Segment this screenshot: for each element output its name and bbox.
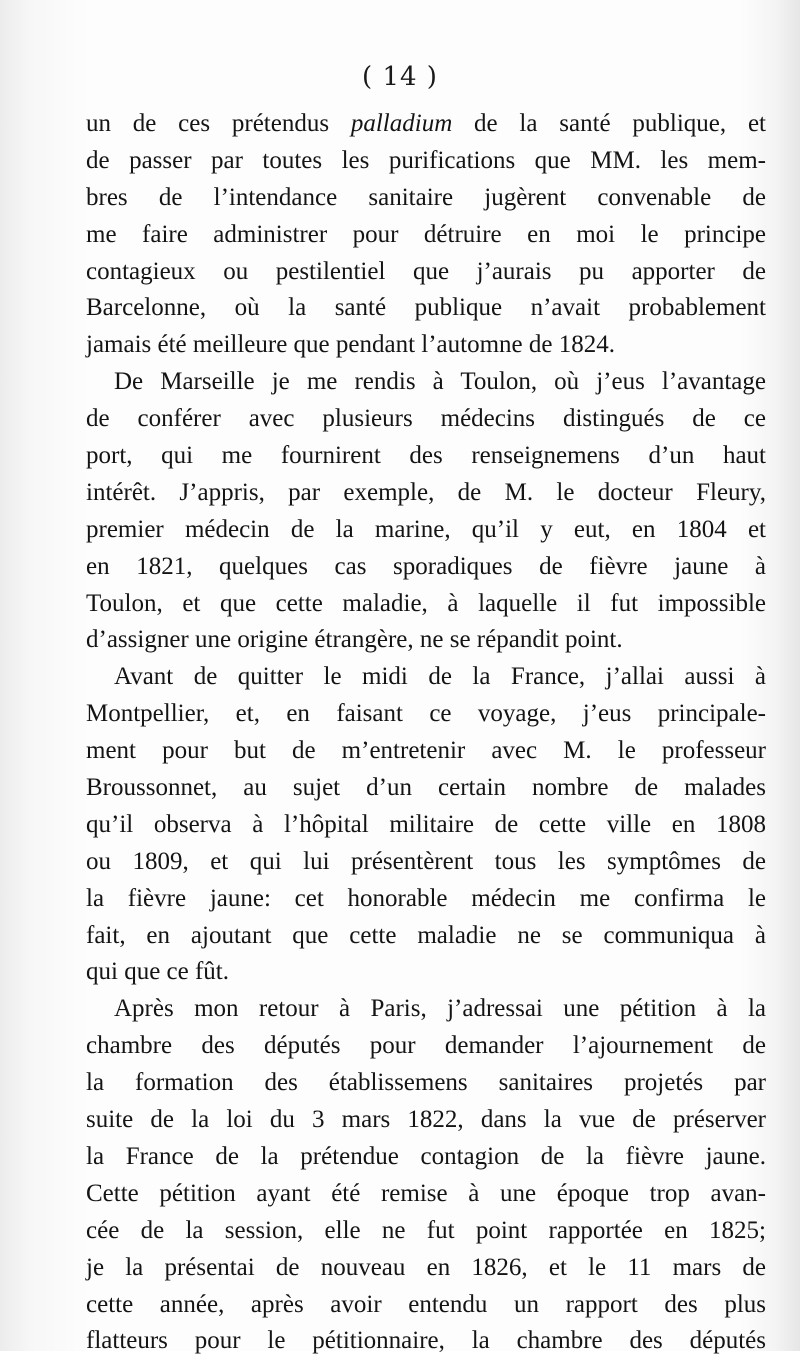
text-line: port, qui me fournirent des renseignemens d’un haut	[86, 442, 766, 470]
text-line: chambre des députés pour demander l’ajournement de	[86, 1032, 766, 1060]
text-line: Avant de quitter le midi de la France, j’allai aussi à	[114, 663, 766, 691]
text-line: je la présentai de nouveau en 1826, et le 11 mars de	[86, 1253, 766, 1281]
text-line: de passer par toutes les purifications que MM. les mem-	[86, 146, 766, 174]
text-line: qui que ce fût.	[86, 958, 230, 986]
text-line: flatteurs pour le pétitionnaire, la chambre des députés	[86, 1327, 766, 1355]
text-line: De Marseille je me rendis à Toulon, où j’eus l’avantage	[114, 368, 766, 396]
text-line: la formation des établissemens sanitaires projetés par	[86, 1069, 766, 1097]
text-line: en 1821, quelques cas sporadiques de fièvre jaune à	[86, 552, 766, 580]
text-line: Montpellier, et, en faisant ce voyage, j’eus principale-	[86, 700, 766, 728]
text-line: contagieux ou pestilentiel que j’aurais pu apporter de	[86, 257, 766, 285]
page-number: ( 14 )	[362, 62, 438, 92]
text-line: Cette pétition ayant été remise à une époque trop avan-	[86, 1179, 766, 1207]
text-line: qu’il observa à l’hôpital militaire de cette ville en 1808	[86, 810, 766, 838]
text-line: bres de l’intendance sanitaire jugèrent convenable de	[86, 183, 766, 211]
text-line: jamais été meilleure que pendant l’automne de 1824.	[86, 331, 615, 359]
text-line: la fièvre jaune: cet honorable médecin me confirma le	[86, 884, 766, 912]
text-line: cette année, après avoir entendu un rapport des plus	[86, 1290, 766, 1318]
text-line: Toulon, et que cette maladie, à laquelle il fut impossible	[86, 589, 766, 617]
text-line: premier médecin de la marine, qu’il y eut, en 1804 et	[86, 515, 766, 543]
text-line: d’assigner une origine étrangère, ne se répandit point.	[86, 626, 623, 654]
text-line: Barcelonne, où la santé publique n’avait probablement	[86, 294, 766, 322]
text-line: ment pour but de m’entretenir avec M. le professeur	[86, 737, 766, 765]
italic-term: palladium	[350, 110, 453, 137]
text-line: suite de la loi du 3 mars 1822, dans la vue de préserver	[86, 1106, 766, 1134]
text-line: Après mon retour à Paris, j’adressai une pétition à la	[114, 995, 766, 1023]
text-line: cée de la session, elle ne fut point rapportée en 1825;	[86, 1216, 766, 1244]
text-line: la France de la prétendue contagion de la fièvre jaune.	[86, 1142, 766, 1170]
text-line: Broussonnet, au sujet d’un certain nombre de malades	[86, 774, 766, 802]
text-line: de conférer avec plusieurs médecins distingués de ce	[86, 405, 766, 433]
text-line: intérêt. J’appris, par exemple, de M. le docteur Fleury,	[86, 478, 766, 506]
text-line: ou 1809, et qui lui présentèrent tous les symptômes de	[86, 847, 766, 875]
body-text	[86, 106, 766, 1360]
text-line: un de ces prétendus palladium de la santé publique, et	[86, 110, 766, 137]
text-line: fait, en ajoutant que cette maladie ne se communiqua à	[86, 921, 766, 949]
text-line: me faire administrer pour détruire en moi le principe	[86, 220, 766, 248]
